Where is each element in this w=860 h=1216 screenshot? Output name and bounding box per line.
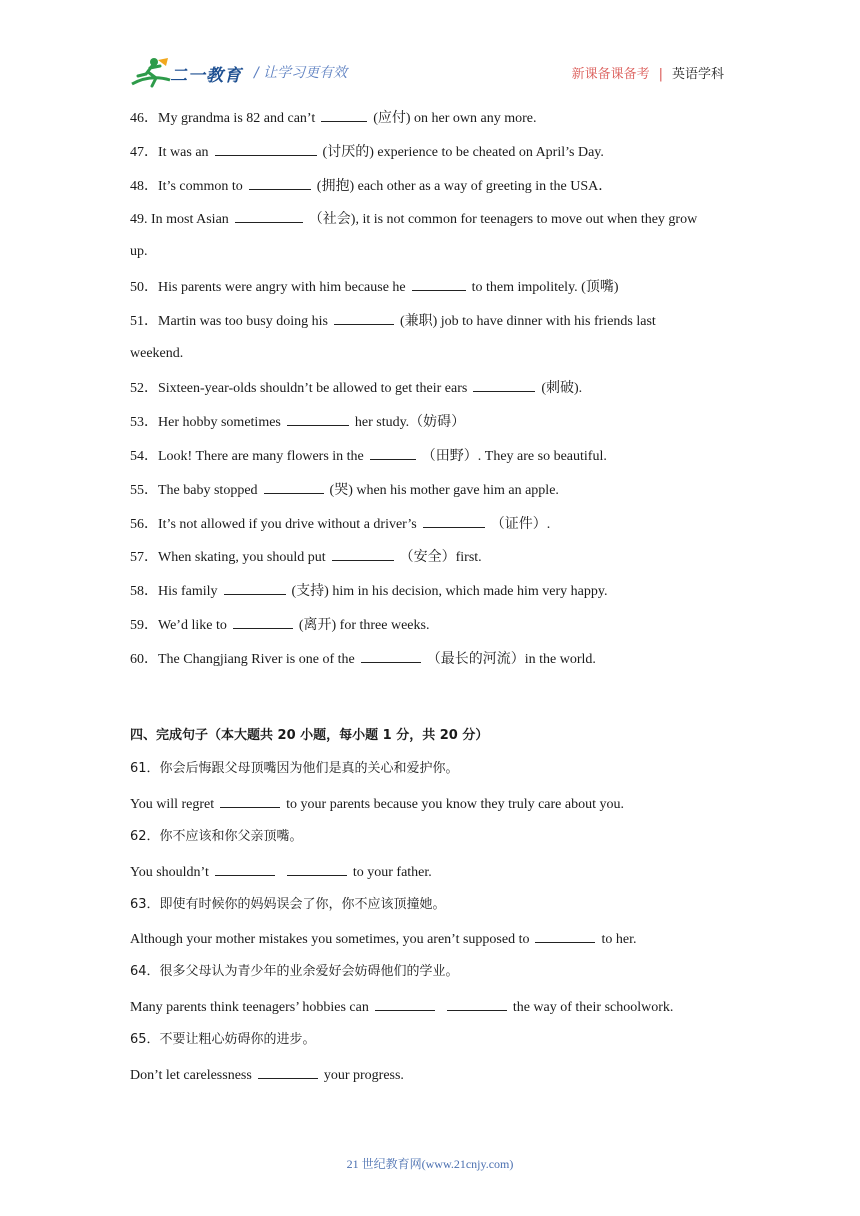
exercise-line [130,546,482,568]
exercise-line [130,208,697,230]
item-text: 54．Look! There are many flowers in the [130,449,364,464]
page-footer: 21 世纪教育网(www.21cnjy.com) [346,1157,514,1171]
item-text: up. [130,244,148,260]
page-header [130,54,730,92]
header-right [572,63,724,82]
answer-blank[interactable] [249,175,311,190]
answer-blank[interactable] [375,996,435,1011]
answer-blank[interactable] [220,793,280,808]
exercise-line [130,479,559,501]
sentence-text: your progress. [323,1067,404,1083]
answer-blank[interactable] [334,310,394,325]
item-text: 49. In most Asian [130,212,229,228]
item-text: (刺破). [541,381,583,397]
exercise-line [130,276,619,298]
answer-blank[interactable] [370,445,416,460]
answer-blank[interactable] [412,276,466,291]
answer-blank[interactable] [235,208,303,223]
item-text: 59．We’d like to [130,618,227,633]
exercise-line [130,793,624,815]
answer-blank[interactable] [447,996,507,1011]
item-text: (支持) him in his decision, which made him very happy. [291,584,608,600]
exercise-line [130,242,148,262]
sentence-text: to her. [601,932,637,948]
exercise-line [130,614,429,636]
item-text: (兼职) job to have dinner with his friends last [399,313,656,329]
exercise-line [130,648,596,670]
item-text: 55．The baby stopped [130,482,258,498]
sentence-text: You shouldn’t [130,864,209,880]
answer-blank[interactable] [423,513,485,528]
section-title-text: 四、完成句子（本大题共 20 小题，每小题 1 分，共 20 分） [130,727,489,743]
exercise-line [130,1064,404,1086]
item-text: （最长的河流）in the world. [426,651,596,667]
slogan: / 让学习更有效 [254,65,348,81]
item-text: 60．The Changjiang River is one of the [130,651,355,667]
chinese-prompt: 65．不要让粗心妨碍你的进步。 [130,1031,316,1047]
header-subject: 英语学科 [671,67,724,82]
answer-blank[interactable] [264,479,324,494]
exercise-line [130,344,183,364]
item-text: 53．Her hobby sometimes [130,415,281,431]
item-text: （安全）first. [399,550,482,566]
exercise-line [130,411,465,433]
item-text: 50．His parents were angry with him because he [130,280,406,295]
item-text: (哭) when his mother gave him an apple. [329,482,559,498]
exercise-line [130,759,459,779]
item-text: 58．His family [130,584,218,600]
chinese-prompt: 61．你会后悔跟父母顶嘴因为他们是真的关心和爱护你。 [130,761,459,777]
logo-text: 二一教育 [170,66,242,86]
exercise-line [130,1030,316,1050]
sentence-text: the way of their schoolwork. [512,1000,674,1015]
exercise-line [130,377,582,399]
answer-blank[interactable] [332,546,394,561]
item-text: her study.（妨碍） [354,415,466,431]
header-separator: | [658,67,663,82]
item-text: 47．It was an [130,144,209,160]
exercise-line [130,996,673,1018]
chinese-prompt: 64．很多父母认为青少年的业余爱好会妨碍他们的学业。 [130,964,459,980]
answer-blank[interactable] [535,928,595,943]
answer-blank[interactable] [215,861,275,876]
answer-blank[interactable] [287,861,347,876]
item-text: (应付) on her own any more. [373,111,537,126]
item-text: (拥抱) each other as a way of greeting in the USA． [316,178,613,194]
item-text: 56．It’s not allowed if you drive without a driver’s [130,516,417,532]
item-text: weekend. [130,345,184,361]
item-text: to them impolitely. (顶嘴) [471,280,619,295]
answer-blank[interactable] [215,141,317,156]
exercise-line [130,107,537,129]
exercise-line [130,310,656,332]
exercise-line [130,513,550,535]
answer-blank[interactable] [233,614,293,629]
answer-blank[interactable] [224,580,286,595]
item-text: （证件）. [490,516,551,532]
sentence-text: Many parents think teenagers’ hobbies can [130,1000,369,1015]
answer-blank[interactable] [321,107,367,122]
item-text: 51．Martin was too busy doing his [130,313,328,329]
exercise-line [130,861,432,883]
item-text: 57．When skating, you should put [130,550,326,566]
exercise-line [130,141,604,163]
sentence-text: Don’t let carelessness [130,1067,252,1083]
item-text: (离开) for three weeks. [298,618,430,633]
item-text: (讨厌的) experience to be cheated on April’s Day. [322,144,604,160]
item-text: 52．Sixteen-year-olds shouldn’t be allowed to get their ears [130,381,468,397]
answer-blank[interactable] [473,377,535,392]
exercise-line [130,175,612,197]
exercise-line [130,827,303,847]
item-text: （社会), it is not common for teenagers to move out when they grow [308,212,698,228]
item-text: 46．My grandma is 82 and can’t [130,111,316,126]
chinese-prompt: 63．即使有时候你的妈妈误会了你，你不应该顶撞她。 [130,896,446,912]
answer-blank[interactable] [287,411,349,426]
sentence-text: to your father. [352,864,432,880]
item-text: 48．It’s common to [130,178,243,194]
section-title [130,726,488,746]
exercise-line [130,928,636,950]
exercise-line [130,445,607,467]
sentence-text: You will regret [130,797,215,813]
exercise-line [130,895,446,915]
chinese-prompt: 62．你不应该和你父亲顶嘴。 [130,829,303,844]
exercise-line [130,962,459,982]
answer-blank[interactable] [361,648,421,663]
sentence-text: to your parents because you know they truly care about you. [286,797,624,813]
header-tagline: 新课备课备考 [571,67,650,82]
exercise-line [130,580,607,602]
sentence-text: Although your mother mistakes you sometimes, you aren’t supposed to [130,932,530,948]
answer-blank[interactable] [258,1064,318,1079]
item-text: （田野）. They are so beautiful. [421,449,607,464]
